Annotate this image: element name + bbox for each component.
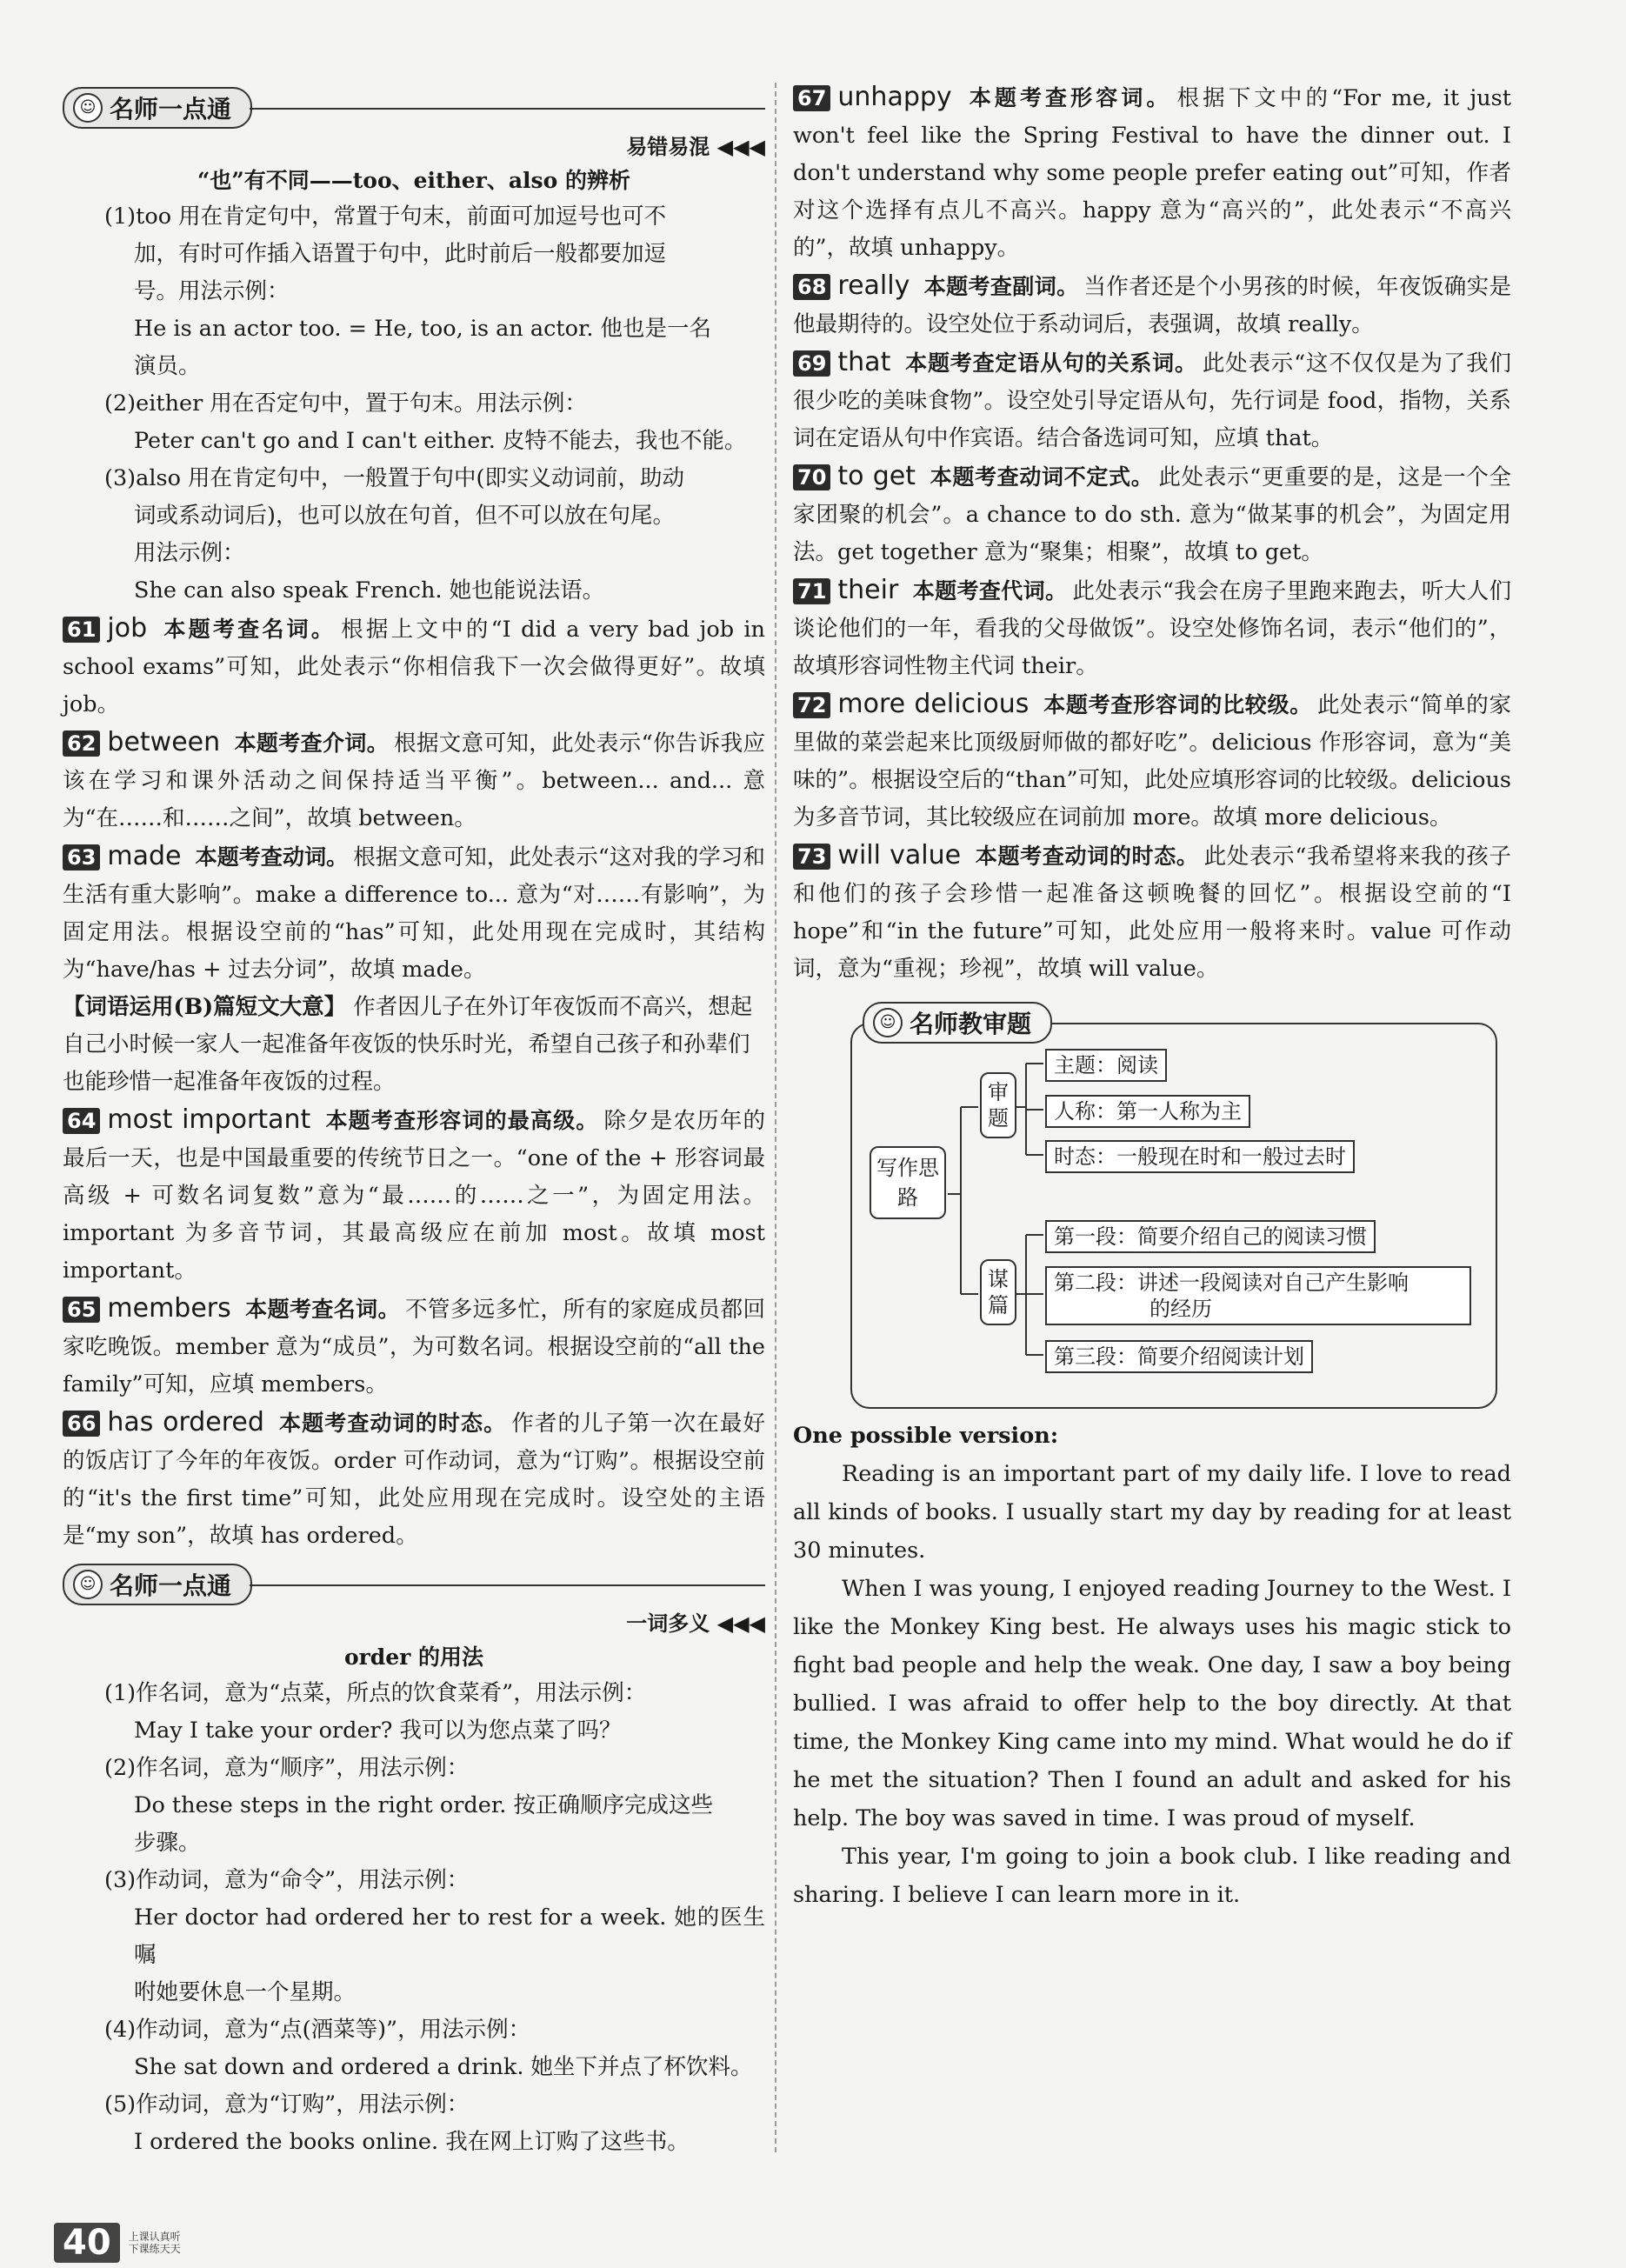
tip-label: ☺ 名师一点通 [63,1564,252,1605]
question-number: 66 [63,1411,100,1437]
page-number: 40 [54,2223,120,2263]
tip-header [63,1560,765,1604]
answer-entry [63,837,765,989]
essay-paragraph: This year, I'm going to join a book club. I like reading and sharing. I believe I can learn more in it. [793,1844,1511,1908]
essay-paragraph: Reading is an important part of my daily life. I love to read all kinds of books. I usually start my day by reading for at least 30 minutes. [793,1461,1511,1564]
explanation: 除夕是农历年的最后一天，也是中国最重要的传统节日之一。“one of the + 形容词最高级 + 可数名词复数”意为“最……的……之一”，为固定用法。important 为多音节词，其最高级应在前加 most。故填 most important。 [63,1108,765,1284]
question-number: 72 [793,692,830,718]
version-title: One possible version: [793,1423,1059,1449]
answer-list [793,78,1511,988]
answer-text: members [107,1293,231,1324]
question-number: 69 [793,350,830,377]
model-essay [793,1455,1511,1914]
tip-line: (4)作动词，意为“点(酒菜等)”，用法示例： [104,2017,531,2043]
left-column [63,78,765,2161]
answer-entry [793,344,1511,457]
leaf-tense: 时态：一般现在时和一般过去时 [1045,1140,1355,1173]
tip-line: 咐她要休息一个星期。 [134,1979,357,2005]
explanation: 此处表示“我希望将来我的孩子和他们的孩子会珍惜一起准备这顿晚餐的回忆”。根据设空前的“I hope”和“in the future”可知，此处应用一般将来时。value 可作动词，意为“重视；珍视”，故填 will value。 [793,844,1511,982]
tip-line: (3)作动词，意为“命令”，用法示例： [104,1867,470,1893]
answer-text: their [837,575,899,605]
tip-line: May I take your order? 我可以为您点菜了吗？ [134,1718,622,1744]
answer-entry [793,685,1511,837]
question-type: 本题考查名词。 [244,1297,400,1322]
column-divider [775,83,776,2152]
answer-text: unhappy [837,82,952,112]
footer-note: 上课认真听 下课练天天 [128,2231,181,2255]
tip-line: Do these steps in the right order. 按正确顺序完成这些 [134,1792,713,1818]
explanation: 此处表示“更重要的是，这是一个全家团聚的机会”。a chance to do sth. 意为“做某事的机会”，为固定用法。get together 意为“聚集；相聚”，故填 to get。 [793,464,1511,565]
question-number: 73 [793,844,830,870]
tip-line: (2)作名词，意为“顺序”，用法示例： [104,1755,470,1781]
question-number: 62 [63,730,100,757]
answer-text: will value [837,840,962,871]
leaf-para2: 第二段：讲述一段阅读对自己产生影响 的经历 [1045,1266,1471,1325]
question-number: 64 [63,1108,100,1134]
question-number: 71 [793,578,830,604]
tip-rule [250,108,765,110]
tip-line: 词或系动词后)，也可以放在句首，但不可以放在句尾。 [134,503,675,529]
diagram-label: ☺ 名师教审题 [863,1002,1052,1044]
tip-line: I ordered the books online. 我在网上订购了这些书。 [134,2129,690,2155]
page-footer [54,2223,181,2263]
answer-text: between [107,727,221,757]
tip-line: She can also speak French. 她也能说法语。 [134,577,605,604]
tip-line: (3)also 用在肯定句中，一般置于句中(即实义动词前，助动 [104,465,684,491]
right-column [793,78,1511,1914]
tip-line: 演员。 [134,353,201,379]
tip-line: 用法示例： [134,540,245,566]
question-number: 68 [793,274,830,300]
explanation: 此处表示“我会在房子里跑来跑去，听大人们谈论他们的一年，看我的父母做饭”。设空处修饰名词，表示“他们的”，故填形容词性物主代词 their。 [793,578,1511,679]
question-type: 本题考查动词。 [195,844,349,870]
answer-entry [793,267,1511,344]
answer-text: really [837,270,910,301]
question-type: 本题考查介词。 [234,730,390,756]
answer-text: that [837,347,891,377]
branch-node-moupian: 谋篇 [980,1259,1016,1325]
question-type: 本题考查动词的时态。 [975,844,1199,869]
answer-text: job [107,613,148,644]
explanation: 根据上文中的“I did a very bad job in school exams”可知，此处表示“你相信我下一次会做得更好”。故填 job。 [63,617,765,717]
teacher-icon: ☺ [73,1570,103,1599]
summary: 【词语运用(B)篇短文大意】 作者因儿子在外订年夜饭而不高兴，想起自己小时候一家人一起准备年夜饭的快乐时光，希望自己孩子和孙辈们也能珍惜一起准备年夜饭的过程。 [63,994,753,1095]
question-number: 63 [63,844,100,871]
question-type: 本题考查形容词的比较级。 [1043,692,1313,717]
teacher-icon: ☺ [873,1008,903,1037]
answer-list [63,610,765,989]
explanation: 根据下文中的“For me, it just won't feel like the Spring Festival to have the dinner out. I don't understand why some people prefer eating out”可知，作者对这个选择有点儿不高兴。happy 意为“高兴的”，此处表示“不高兴的”，故填 unhappy。 [793,85,1511,261]
answer-entry [793,457,1511,571]
tip-header [63,83,765,127]
explanation: 根据文意可知，此处表示“这对我的学习和生活有重大影响”。make a difference to... 意为“对……有影响”，为固定用法。根据设空前的“has”可知，此处用现在完成时，其结构为“have/has + 过去分词”，故填 made。 [63,844,765,983]
leaf-para3: 第三段：简要介绍阅读计划 [1045,1340,1313,1373]
leaf-person: 人称：第一人称为主 [1045,1095,1250,1128]
tip-line: Her doctor had ordered her to rest for a week. 她的医生嘱 [134,1904,765,1968]
tip-title: order 的用法 [343,1644,484,1670]
tip-title: “也”有不同——too、either、also 的辨析 [197,168,630,193]
question-number: 70 [793,464,830,490]
tip-body [63,1675,765,2161]
answer-text: made [107,841,182,871]
answer-entry [63,1101,765,1290]
writing-diagram [850,1010,1497,1409]
question-type: 本题考查定语从句的关系词。 [904,350,1197,376]
question-type: 本题考查形容词。 [965,85,1172,110]
explanation: 根据文意可知，此处表示“你告诉我应该在学习和课外活动之间保持适当平衡”。between... and... 意为“在……和……之间”，故填 between。 [63,730,765,831]
tip-line: (2)either 用在否定句中，置于句末。用法示例： [104,390,587,417]
root-node: 写作思路 [870,1146,946,1219]
question-type: 本题考查动词的时态。 [277,1411,507,1436]
tip-label: ☺ 名师一点通 [63,87,252,129]
explanation: 不管多远多忙，所有的家庭成员都回家吃晚饭。member 意为“成员”，为可数名词。根据设空前的“all the family”可知，应填 members。 [63,1297,765,1397]
leaf-topic: 主题：阅读 [1045,1049,1167,1082]
leaf-para1: 第一段：简要介绍自己的阅读习惯 [1045,1220,1376,1253]
tip-line: She sat down and ordered a drink. 她坐下并点了杯饮料。 [134,2054,753,2080]
answer-entry [793,837,1511,988]
answer-entry [793,78,1511,267]
explanation: 此处表示“简单的家里做的菜尝起来比顶级厨师做的都好吃”。delicious 作形容词，意为“美味的”。根据设空后的“than”可知，此处应填形容词的比较级。delicious 为多音节词，其比较级应在词前加 more。故填 more delicious。 [793,692,1511,830]
tip-line: He is an actor too. = He, too, is an actor. 他也是一名 [134,316,712,342]
question-type: 本题考查名词。 [161,617,337,642]
tip-tag: 易错易混 ◀◀◀ [626,135,765,159]
answer-entry [793,571,1511,685]
tip-line: Peter can't go and I can't either. 皮特不能去，我也不能。 [134,428,747,454]
question-type: 本题考查动词不定式。 [930,464,1154,490]
tip-rule [250,1584,765,1586]
tip-line: (5)作动词，意为“订购”，用法示例： [104,2091,470,2118]
tip-tag: 一词多义 ◀◀◀ [626,1611,765,1636]
answer-entry [63,610,765,724]
branch-node-shenti: 审题 [980,1072,1016,1138]
teacher-icon: ☺ [73,93,103,123]
question-type: 本题考查代词。 [912,578,1068,604]
question-type: 本题考查形容词的最高级。 [324,1108,599,1133]
question-number: 67 [793,85,830,111]
question-number: 65 [63,1297,100,1323]
explanation: 当作者还是个小男孩的时候，年夜饭确实是他最期待的。设空处位于系动词后，表强调，故填 really。 [793,274,1511,337]
answer-entry [63,724,765,837]
tip-line: (1)作名词，意为“点菜，所点的饮食菜肴”，用法示例： [104,1680,647,1706]
explanation: 此处表示“这不仅仅是为了我们很少吃的美味食物”。设空处引导定语从句，先行词是 food，指物，关系词在定语从句中作宾语。结合备选词可知，应填 that。 [793,350,1511,451]
tip-body [63,198,765,610]
question-type: 本题考查副词。 [923,274,1079,299]
answer-entry [63,1404,765,1555]
essay-paragraph: When I was young, I enjoyed reading Journey to the West. I like the Monkey King best. He always uses his magic stick to fight bad people and help the weak. One day, I saw a boy being bullied. I was afraid to offer help to the boy directly. At that time, the Monkey King came into my mind. What would he do if he met the situation? Then I found an adult and asked for his help. The boy was saved in time. I was proud of myself. [793,1576,1511,1831]
answer-text: most important [107,1104,311,1135]
tip-line: 步骤。 [134,1830,201,1856]
tip-line: 加，有时可作插入语置于句中，此时前后一般都要加逗 [134,241,667,267]
answer-text: has ordered [107,1407,264,1438]
tip-line: 号。用法示例： [134,278,290,304]
question-number: 61 [63,617,100,643]
explanation: 作者的儿子第一次在最好的饭店订了今年的年夜饭。order 可作动词，意为“订购”。根据设空前的“it's the first time”可知，此处应用现在完成时。设空处的主语是“my son”，故填 has ordered。 [63,1411,765,1549]
answer-text: more delicious [837,689,1030,719]
answer-list [63,1101,765,1555]
answer-entry [63,1290,765,1404]
answer-text: to get [837,461,916,491]
tip-line: (1)too 用在肯定句中，常置于句末，前面可加逗号也可不 [104,203,667,230]
